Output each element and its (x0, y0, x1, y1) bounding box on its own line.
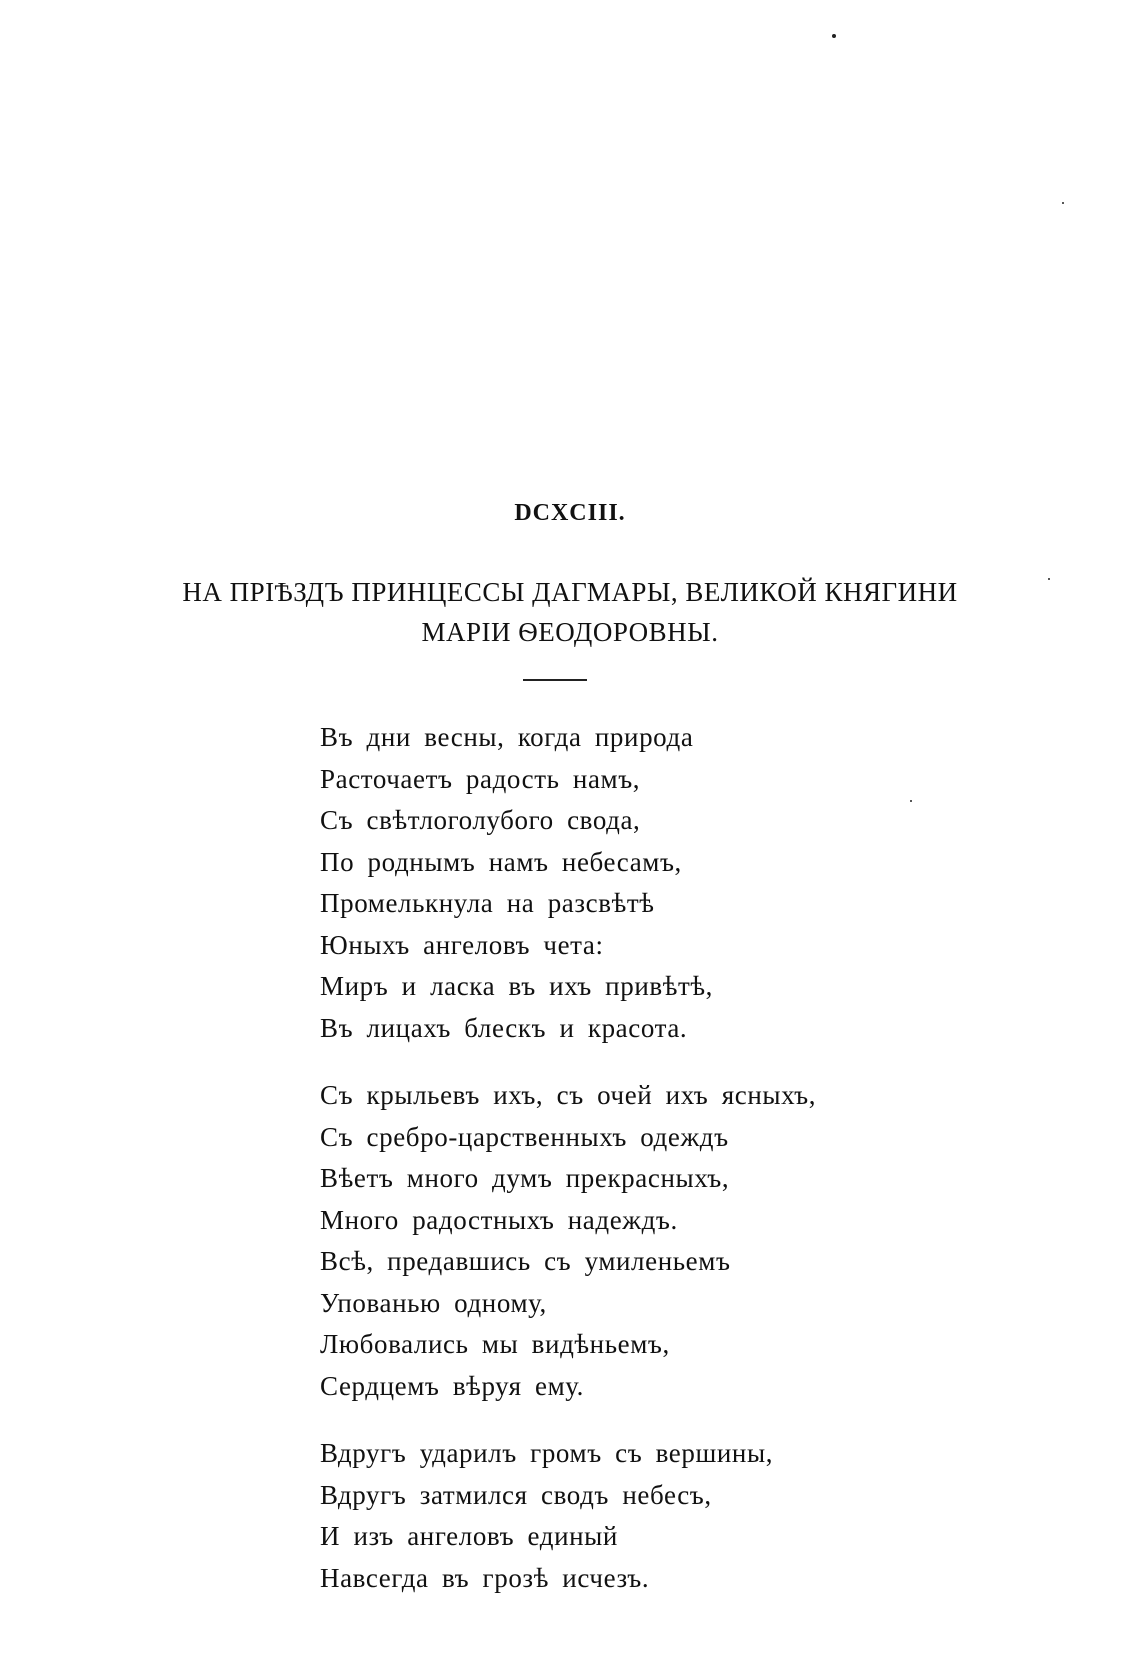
poem-title (0, 572, 1140, 652)
verse-line: Вдругъ ударилъ громъ съ вершины, (320, 1438, 774, 1468)
verse-line: Въ лицахъ блескъ и красота. (320, 1012, 688, 1043)
poem-number: DCXCIII. (514, 500, 626, 526)
verse-line: Всѣ, предавшись съ умиленьемъ (320, 1246, 731, 1276)
stanza-1 (320, 717, 1020, 1049)
stanza-2 (320, 1075, 1020, 1407)
verse-line: И изъ ангеловъ единый (320, 1521, 618, 1551)
verse-line: Любовались мы видѣньемъ, (320, 1329, 670, 1359)
verse-line: Расточаетъ радость намъ, (320, 763, 641, 794)
verse-line: Съ свѣтлоголубого свода, (320, 805, 641, 835)
verse-line: Сердцемъ вѣруя ему. (320, 1370, 585, 1401)
verse-line: Въ дни весны, когда природа (320, 722, 694, 752)
verse-line: Промелькнула на разсвѣтѣ (320, 888, 655, 918)
title-line: НА ПРІѢЗДЪ ПРИНЦЕССЫ ДАГМАРЫ, ВЕЛИКОЙ КНЯГИНИ (182, 577, 958, 607)
verse-line: Съ сребро-царственныхъ одеждъ (320, 1121, 729, 1152)
verse-line: По роднымъ намъ небесамъ, (320, 846, 682, 877)
verse-line: Миръ и ласка въ ихъ привѣтѣ, (320, 971, 713, 1001)
verse-line: Много радостныхъ надеждъ. (320, 1204, 678, 1235)
poem-body (320, 717, 1020, 1625)
title-line: МАРІИ ѲЕОДОРОВНЫ. (421, 617, 719, 647)
scan-speck (1062, 202, 1064, 204)
verse-line: Съ крыльевъ ихъ, съ очей ихъ ясныхъ, (320, 1080, 817, 1110)
verse-line: Вѣетъ много думъ прекрасныхъ, (320, 1163, 730, 1193)
verse-line: Упованью одному, (320, 1287, 547, 1318)
verse-line: Навсегда въ грозѣ исчезъ. (320, 1562, 650, 1593)
scan-speck (832, 34, 836, 38)
stanza-3 (320, 1433, 1020, 1599)
title-divider (523, 679, 587, 681)
verse-line: Вдругъ затмился сводъ небесъ, (320, 1479, 712, 1510)
verse-line: Юныхъ ангеловъ чета: (320, 929, 604, 960)
